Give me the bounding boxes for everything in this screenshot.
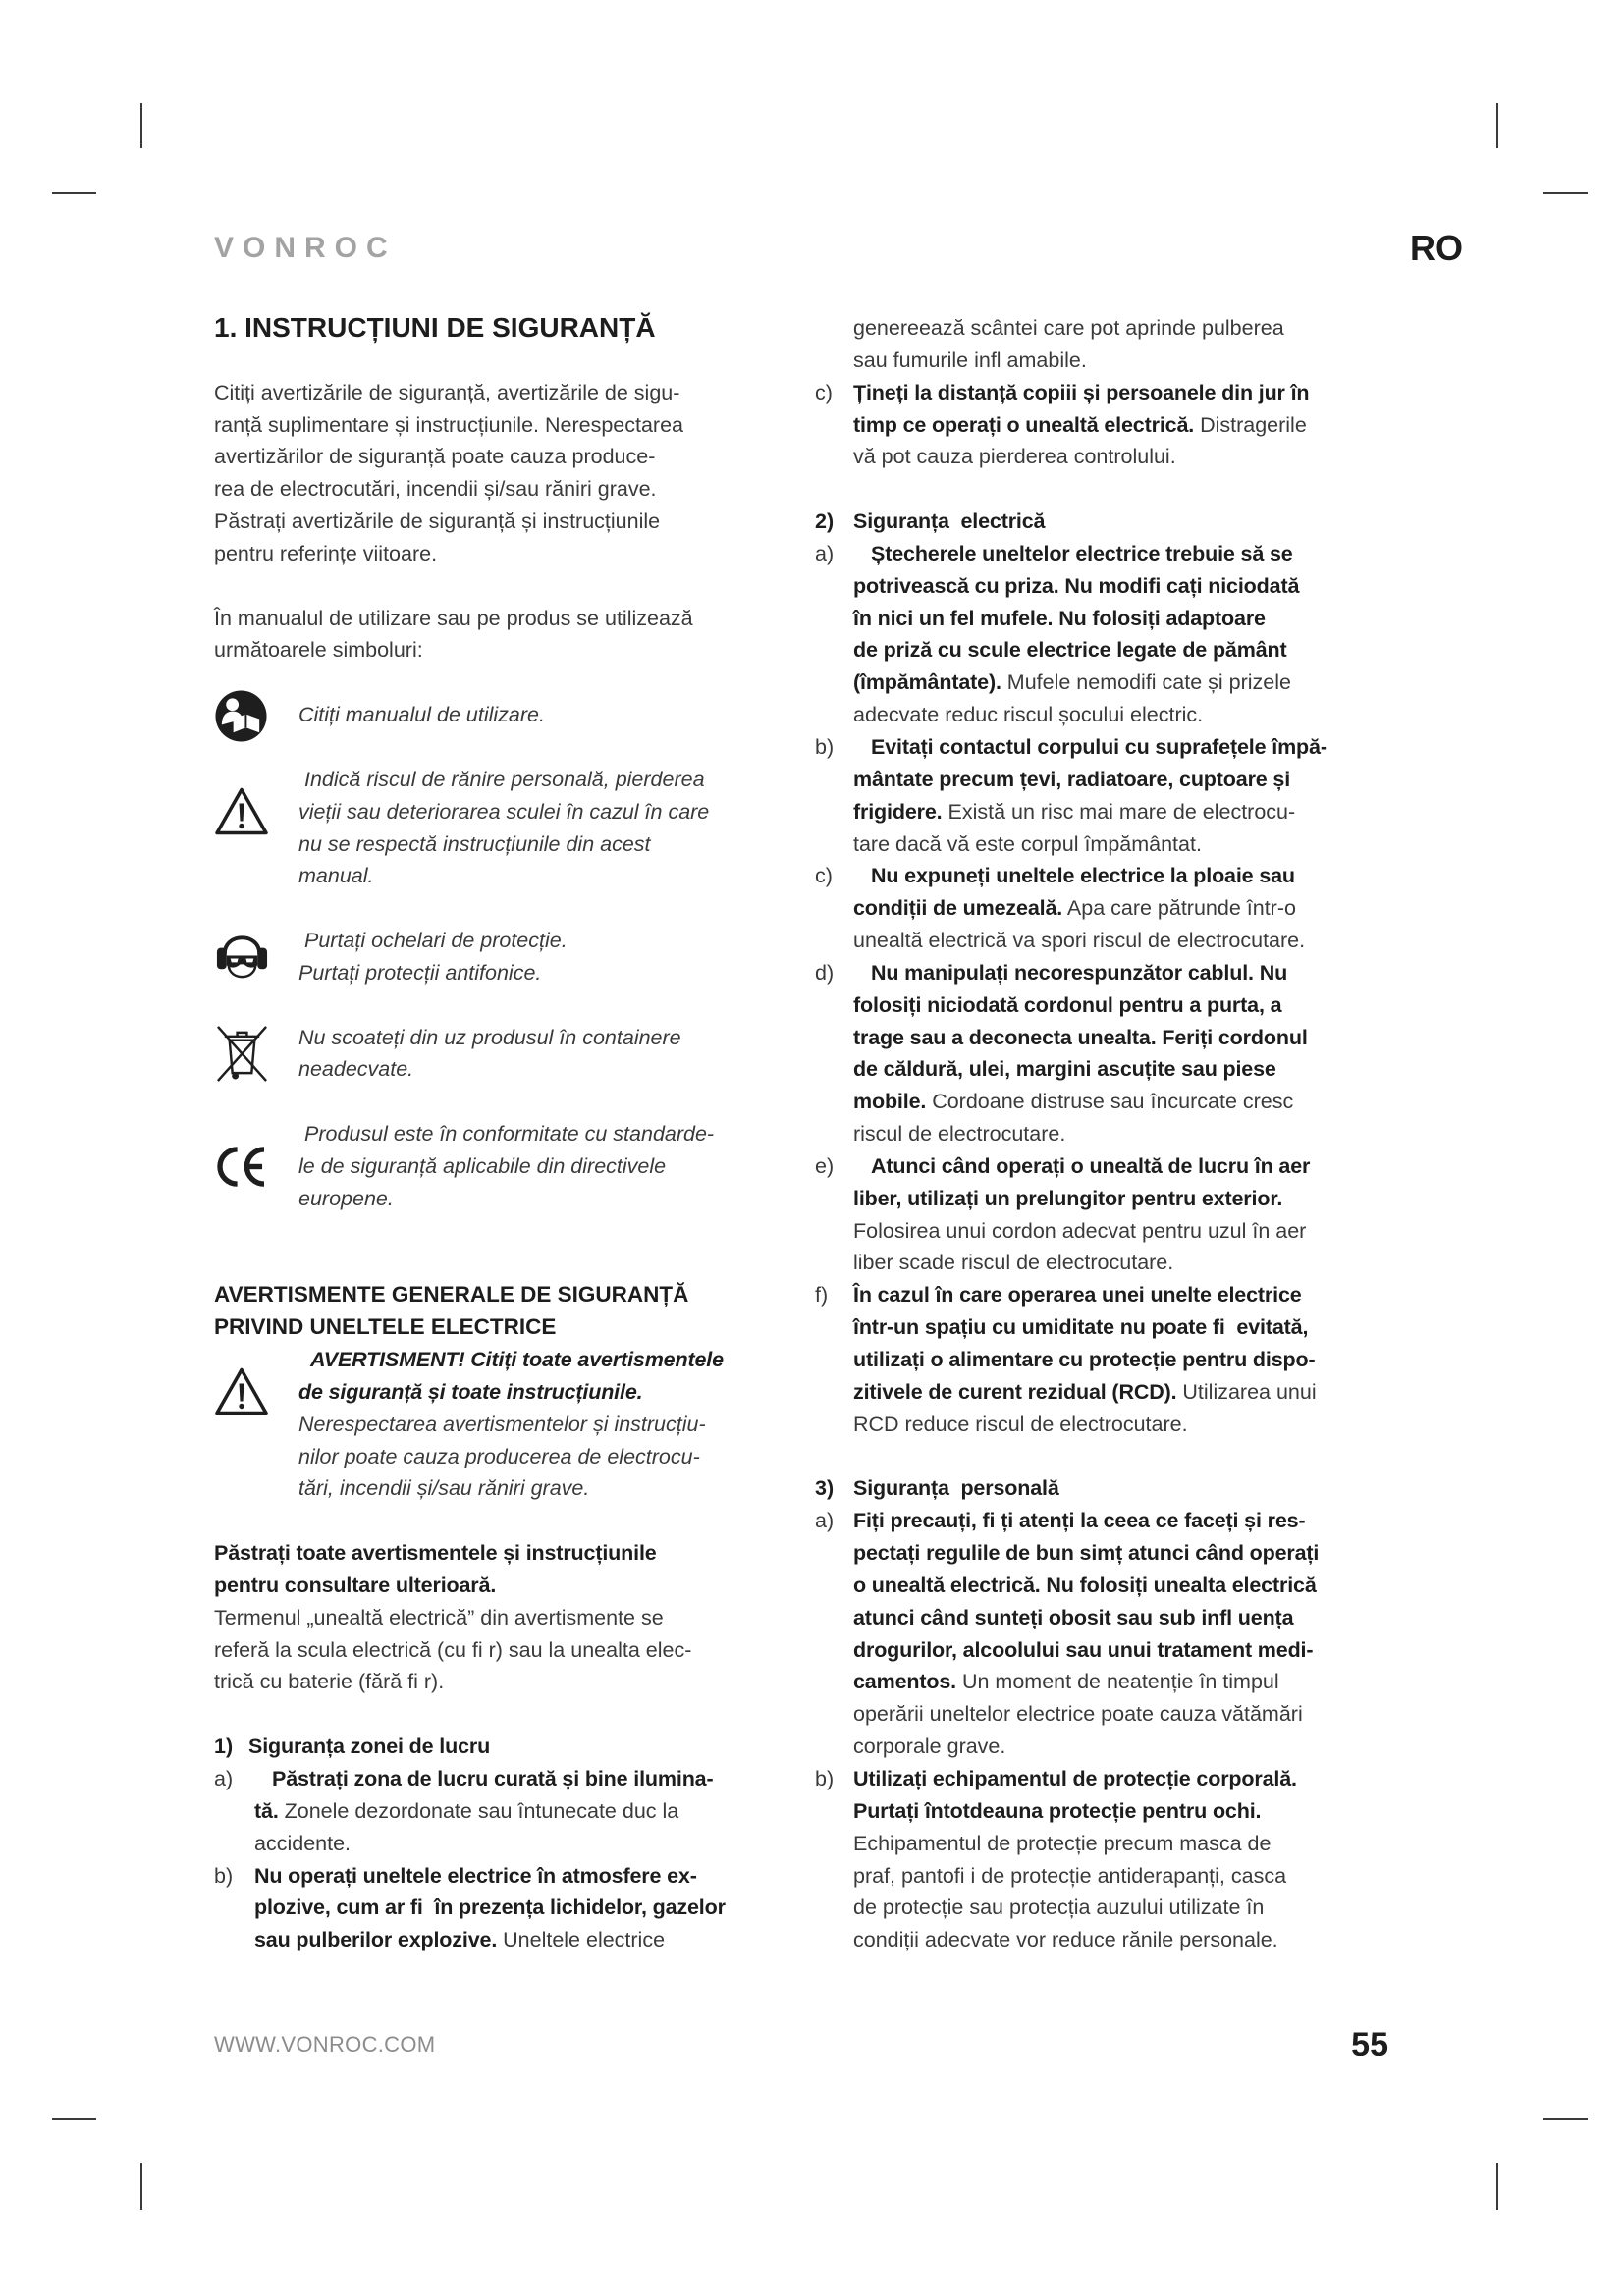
bold-text-run: atunci când sunteți obosit sau sub infl uența <box>853 1605 1294 1629</box>
text-run: tare dacă vă este corpul împământat. <box>853 831 1202 856</box>
text-run: Citiți manualul de utilizare. <box>298 703 545 727</box>
text-line <box>214 1279 803 1311</box>
text-line <box>853 667 1414 699</box>
text-line <box>853 1150 1414 1183</box>
text-line <box>853 925 1414 957</box>
bold-text-run: Țineți la distanță copiii și persoanele din jur în <box>853 380 1310 404</box>
text-line <box>214 1602 803 1634</box>
text-line <box>853 1086 1414 1118</box>
text-line <box>853 1570 1414 1602</box>
bold-text-run: Ștecherele uneltelor electrice trebuie să se <box>871 541 1293 565</box>
text-run: Termenul „unealtă electrică” din avertismente se <box>214 1605 664 1629</box>
bold-text-run: liber, utilizați un prelungitor pentru exterior. <box>853 1186 1283 1210</box>
bold-text-run: o unealtă electrică. Nu folosiți unealta electrică <box>853 1573 1317 1597</box>
bold-text-run: Atunci când operați o unealtă de lucru în aer <box>871 1153 1311 1178</box>
list-item-b <box>815 731 1414 860</box>
bold-text-run: tă. <box>254 1798 279 1823</box>
crop-mark-top-right-horizontal <box>1543 192 1588 194</box>
crossed-bin-icon <box>214 1023 270 1085</box>
item-lines <box>853 1763 1414 1956</box>
text-line <box>214 1666 803 1698</box>
text-line <box>298 1022 803 1054</box>
text-line <box>298 1409 803 1441</box>
text-run: Uneltele electrice <box>497 1928 666 1952</box>
text-run: avertizărilor de siguranță poate cauza produce- <box>214 445 656 469</box>
section-1-heading <box>214 1731 803 1763</box>
item-lines <box>254 1763 803 1860</box>
item-label: e) <box>815 1153 835 1178</box>
text-run: rea de electrocutări, incendii și/sau răniri grave. <box>214 477 657 502</box>
bold-text-run: În cazul în care operarea unei unelte electrice <box>853 1283 1302 1308</box>
text-run: adecvate reduc riscul șocului electric. <box>853 703 1204 727</box>
text-line <box>214 603 803 635</box>
item-lines <box>853 1150 1414 1279</box>
warning-text <box>298 1344 803 1505</box>
text-line <box>298 1150 803 1183</box>
text-line <box>853 1215 1414 1248</box>
text-line <box>214 506 803 538</box>
text-line <box>298 764 803 796</box>
bold-text-run: Nu manipulați necorespunzător cablul. Nu <box>871 960 1288 985</box>
brand-logo: VONROC <box>214 232 397 264</box>
paragraph-lines <box>853 312 1414 377</box>
text-line <box>853 1634 1414 1667</box>
warning-icon <box>214 1365 269 1417</box>
text-run: Distragerile <box>1194 412 1307 437</box>
text-line <box>298 1183 803 1215</box>
bold-text-run: zitivele de curent rezidual (RCD). <box>853 1379 1177 1404</box>
text-run: accidente. <box>254 1831 352 1855</box>
item-label: f) <box>815 1283 829 1308</box>
right-column <box>815 312 1414 1956</box>
page-title: 1. INSTRUCȚIUNI DE SIGURANȚĂ <box>214 312 656 343</box>
text-line <box>853 1053 1414 1086</box>
section-number: 2) <box>815 509 835 534</box>
symbol-row-disposal <box>214 1022 803 1087</box>
section-title: Siguranța personală <box>853 1476 1059 1501</box>
bold-text-run: de căldură, ulei, margini ascuțite sau piese <box>853 1057 1276 1082</box>
text-run: trică cu baterie (fără fi r). <box>214 1670 445 1694</box>
bold-text-run: condiții de umezeală. <box>853 896 1063 921</box>
symbol-description <box>298 699 803 731</box>
crop-mark-bottom-left-vertical <box>140 2163 142 2210</box>
crop-mark-bottom-left-horizontal <box>52 2118 96 2120</box>
section-number: 3) <box>815 1476 835 1501</box>
symbol-row-protection <box>214 925 803 989</box>
text-line <box>853 1183 1414 1215</box>
text-line <box>853 1602 1414 1634</box>
footer-website: WWW.VONROC.COM <box>214 2032 436 2056</box>
text-line <box>298 925 803 957</box>
crop-mark-top-left-vertical <box>140 103 142 148</box>
text-line <box>214 1537 803 1570</box>
text-line <box>214 377 803 409</box>
text-line <box>254 1892 803 1924</box>
text-line <box>214 634 803 667</box>
text-line <box>853 1376 1414 1409</box>
bold-text-run: într-un spațiu cu umiditate nu poate fi evitată, <box>853 1315 1309 1340</box>
bold-text-run: trage sau a deconecta unealta. Feriți cordonul <box>853 1025 1308 1049</box>
text-line <box>214 473 803 506</box>
text-run: condiții adecvate vor reduce rănile personale. <box>853 1928 1278 1952</box>
symbol-row-ce <box>214 1118 803 1215</box>
bold-text-run: frigidere. <box>853 799 943 824</box>
text-line <box>853 1022 1414 1054</box>
section-title: Siguranța electrică <box>853 509 1046 534</box>
text-run: nu se respectă instrucțiunile din acest <box>298 831 651 856</box>
item-label: b) <box>214 1863 234 1888</box>
text-run: Nerespectarea avertismentelor și instrucțiu- <box>298 1412 706 1436</box>
text-line <box>853 1537 1414 1570</box>
section-number: 1) <box>214 1735 234 1759</box>
text-line <box>853 1892 1414 1924</box>
bold-text-run: utilizați o alimentare cu protecție pentru dispo- <box>853 1348 1316 1371</box>
text-line <box>853 1118 1414 1150</box>
symbol-description <box>298 764 803 892</box>
page-number: 55 <box>1351 2026 1388 2063</box>
text-line <box>853 1731 1414 1763</box>
text-line <box>853 312 1414 345</box>
item-lines <box>853 1279 1414 1440</box>
text-line <box>853 441 1414 473</box>
symbol-description <box>298 925 803 989</box>
item-label: a) <box>815 1509 835 1533</box>
list-item-c <box>815 860 1414 957</box>
item-label: d) <box>815 960 835 985</box>
bold-text-run: Purtați întotdeauna protecție pentru ochi. <box>853 1798 1262 1823</box>
text-line <box>853 1409 1414 1441</box>
text-line <box>298 1472 803 1505</box>
text-run: Utilizarea unui <box>1176 1379 1317 1404</box>
text-run: Cordoane distruse sau încurcate cresc <box>926 1090 1294 1114</box>
symbol-description <box>298 1022 803 1087</box>
bold-text-run: în nici un fel mufele. Nu folosiți adaptoare <box>853 606 1266 630</box>
crop-mark-bottom-right-horizontal <box>1543 2118 1588 2120</box>
text-line <box>298 1118 803 1150</box>
text-line <box>254 1828 803 1860</box>
bold-text-run: Utilizați echipamentul de protecție corporală. <box>853 1766 1297 1790</box>
text-line <box>298 828 803 861</box>
list-item-a <box>214 1763 803 1860</box>
item-label: c) <box>815 380 833 404</box>
text-run: Apa care pătrunde într-o <box>1062 896 1296 921</box>
symbol-description <box>298 1118 803 1215</box>
bold-text-run: plozive, cum ar fi în prezența lichidelor, gazelor <box>254 1896 726 1920</box>
text-run: tări, incendii și/sau răniri grave. <box>298 1476 590 1501</box>
item-lines <box>853 731 1414 860</box>
text-run: Există un risc mai mare de electrocu- <box>942 799 1296 824</box>
list-item-b <box>815 1763 1414 1956</box>
item-label: b) <box>815 1766 835 1790</box>
text-run: Citiți avertizările de siguranță, avertizările de sigu- <box>214 380 680 404</box>
item-label: b) <box>815 734 835 759</box>
list-item-f <box>815 1279 1414 1440</box>
bold-text-run: AVERTISMENT! Citiți toate avertismentele <box>310 1348 724 1371</box>
text-line <box>254 1763 803 1795</box>
bold-text-run: timp ce operați o unealtă electrică. <box>853 412 1195 437</box>
bold-text-run: de siguranță și toate instrucțiunile. <box>298 1379 643 1404</box>
text-run: ranță suplimentare și instrucțiunile. Nerespectarea <box>214 412 684 437</box>
text-run: unealtă electrică va spori riscul de electrocutare. <box>853 929 1306 953</box>
bold-text-run: Păstrați zona de lucru curată și bine ilumina- <box>272 1766 714 1790</box>
text-line <box>298 957 803 989</box>
text-run: Purtați ochelari de protecție. <box>304 929 568 953</box>
text-line <box>853 538 1414 570</box>
language-code: RO <box>1410 228 1463 268</box>
bold-text-run: sau pulberilor explozive. <box>254 1928 498 1952</box>
read-manual-icon <box>214 689 268 743</box>
bold-text-run: folosiți niciodată cordonul pentru a purta, a <box>853 992 1282 1017</box>
general-warning-block <box>214 1344 803 1505</box>
text-line <box>298 1376 803 1409</box>
text-run: neadecvate. <box>298 1057 414 1082</box>
text-line <box>214 1570 803 1602</box>
text-line <box>853 957 1414 989</box>
symbol-row-read-manual <box>214 699 803 731</box>
bold-text-run: Nu expuneți uneltele electrice la ploaie sau <box>871 864 1295 888</box>
text-line <box>254 1795 803 1828</box>
text-line <box>853 603 1414 635</box>
bold-text-run: Evitați contactul corpului cu suprafețele împă- <box>871 734 1327 759</box>
text-line <box>853 1505 1414 1537</box>
item-lines <box>853 377 1414 474</box>
item-lines <box>853 538 1414 731</box>
section-2-heading <box>815 506 1414 538</box>
text-line <box>214 441 803 473</box>
list-item-c <box>815 377 1414 474</box>
item-lines <box>853 860 1414 957</box>
text-line <box>853 828 1414 861</box>
text-line <box>214 1634 803 1667</box>
list-item-d <box>815 957 1414 1150</box>
text-run: manual. <box>298 864 374 888</box>
symbol-row-warning <box>214 764 803 892</box>
item-label: a) <box>815 541 835 565</box>
text-run: Un moment de neatenție în timpul <box>956 1670 1279 1694</box>
bold-text-run: mântate precum țevi, radiatoare, cuptoare și <box>853 767 1291 791</box>
text-line <box>214 538 803 570</box>
text-line <box>853 1279 1414 1311</box>
text-line <box>853 409 1414 442</box>
text-run: AVERTISMENTE GENERALE DE SIGURANȚĂ <box>214 1282 689 1308</box>
text-run: corporale grave. <box>853 1735 1006 1759</box>
continued-paragraph <box>815 312 1414 377</box>
text-line <box>853 699 1414 731</box>
text-line <box>853 1924 1414 1956</box>
text-line <box>853 764 1414 796</box>
crop-mark-bottom-right-vertical <box>1496 2163 1498 2210</box>
bold-text-run: potrivească cu priza. Nu modifi cați niciodată <box>853 573 1300 598</box>
bold-text-run: drogurilor, alcoolului sau unui tratament medi- <box>853 1637 1314 1662</box>
bold-text-run: camentos. <box>853 1670 956 1694</box>
text-run: riscul de electrocutare. <box>853 1122 1066 1147</box>
bold-text-run: Păstrați toate avertismentele și instrucțiunile <box>214 1541 657 1566</box>
text-line <box>254 1924 803 1956</box>
item-label: a) <box>214 1766 234 1790</box>
text-line <box>214 1311 803 1344</box>
text-line <box>853 1860 1414 1893</box>
text-line <box>853 1828 1414 1860</box>
eye-ear-protection-icon <box>214 927 270 987</box>
text-line <box>853 989 1414 1022</box>
crop-mark-top-left-horizontal <box>52 192 96 194</box>
text-line <box>853 1247 1414 1279</box>
text-run: de protecție sau protecția auzului utilizate în <box>853 1896 1265 1920</box>
text-line <box>298 1441 803 1473</box>
text-run: vă pot cauza pierderea controlului. <box>853 445 1176 469</box>
text-run: pentru referințe viitoare. <box>214 541 438 565</box>
text-line <box>853 345 1414 377</box>
text-run: sau fumurile infl amabile. <box>853 347 1087 372</box>
text-run: Zonele dezordonate sau întunecate duc la <box>278 1798 679 1823</box>
text-run: le de siguranță aplicabile din directivele <box>298 1153 667 1178</box>
list-item-a <box>815 538 1414 731</box>
text-run: următoarele simboluri: <box>214 638 423 663</box>
bold-text-run: Fiți precauți, fi ți atenți la ceea ce faceți și res- <box>853 1509 1306 1533</box>
item-lines <box>853 957 1414 1150</box>
text-line <box>853 570 1414 603</box>
text-run: Păstrați avertizările de siguranță și instrucțiunile <box>214 509 661 534</box>
text-run: În manualul de utilizare sau pe produs se utilizează <box>214 606 693 630</box>
item-lines <box>254 1860 803 1957</box>
text-run: Indică riscul de rănire personală, pierderea <box>304 767 705 791</box>
text-run: referă la scula electrică (cu fi r) sau la unealta elec- <box>214 1637 692 1662</box>
item-lines <box>853 1505 1414 1763</box>
ce-mark-icon <box>214 1145 270 1189</box>
text-line <box>853 1763 1414 1795</box>
text-line <box>853 1311 1414 1344</box>
text-line <box>298 1344 803 1376</box>
text-line <box>853 377 1414 409</box>
symbols-intro <box>214 603 803 667</box>
text-run: Purtați protecții antifonice. <box>298 960 542 985</box>
bold-text-run: mobile. <box>853 1090 927 1114</box>
item-label: c) <box>815 864 833 888</box>
list-item-a <box>815 1505 1414 1763</box>
text-run: genereează scântei care pot aprinde pulberea <box>853 316 1284 340</box>
text-line <box>853 1344 1414 1376</box>
text-line <box>853 1698 1414 1731</box>
text-line <box>853 860 1414 892</box>
text-run: operării uneltelor electrice poate cauza vătămări <box>853 1702 1303 1727</box>
list-item-b <box>214 1860 803 1957</box>
list-item-e <box>815 1150 1414 1279</box>
text-run: liber scade riscul de electrocutare. <box>853 1251 1174 1275</box>
general-warnings-heading <box>214 1279 803 1344</box>
text-run: RCD reduce riscul de electrocutare. <box>853 1412 1188 1436</box>
text-run: Echipamentul de protecție precum masca de <box>853 1831 1272 1855</box>
text-run: praf, pantofi i de protecție antiderapanți, casca <box>853 1863 1287 1888</box>
text-line <box>298 796 803 828</box>
text-run: nilor poate cauza producerea de electrocu- <box>298 1444 700 1468</box>
text-line <box>853 1666 1414 1698</box>
text-line <box>298 860 803 892</box>
bold-text-run: pentru consultare ulterioară. <box>214 1573 497 1597</box>
intro-paragraph <box>214 377 803 570</box>
text-line <box>853 892 1414 925</box>
text-line <box>214 409 803 442</box>
bold-text-run: (împământate). <box>853 670 1001 695</box>
text-line <box>853 731 1414 764</box>
bold-text-run: pectați regulile de bun simț atunci când operați <box>853 1541 1320 1566</box>
text-run: Folosirea unui cordon adecvat pentru uzul în aer <box>853 1218 1307 1243</box>
left-column <box>214 312 803 1956</box>
section-3-heading <box>815 1472 1414 1505</box>
bold-text-run: Nu operați uneltele electrice în atmosfere ex- <box>254 1863 697 1888</box>
text-run: PRIVIND UNELTELE ELECTRICE <box>214 1314 557 1340</box>
section-title: Siguranța zonei de lucru <box>248 1735 491 1759</box>
text-run: Mufele nemodifi cate și prizele <box>1001 670 1291 695</box>
text-run: Nu scoateți din uz produsul în containere <box>298 1025 681 1049</box>
text-run: europene. <box>298 1186 394 1210</box>
crop-mark-top-right-vertical <box>1496 103 1498 148</box>
text-line <box>254 1860 803 1893</box>
text-run: vieții sau deteriorarea sculei în cazul în care <box>298 799 710 824</box>
text-line <box>853 796 1414 828</box>
bold-text-run: de priză cu scule electrice legate de pământ <box>853 638 1287 663</box>
text-line <box>298 699 803 731</box>
text-line <box>853 1795 1414 1828</box>
keep-instructions-paragraph <box>214 1537 803 1698</box>
text-run: Produsul este în conformitate cu standarde- <box>304 1122 715 1147</box>
text-line <box>853 634 1414 667</box>
warning-icon <box>214 785 269 837</box>
text-line <box>298 1053 803 1086</box>
